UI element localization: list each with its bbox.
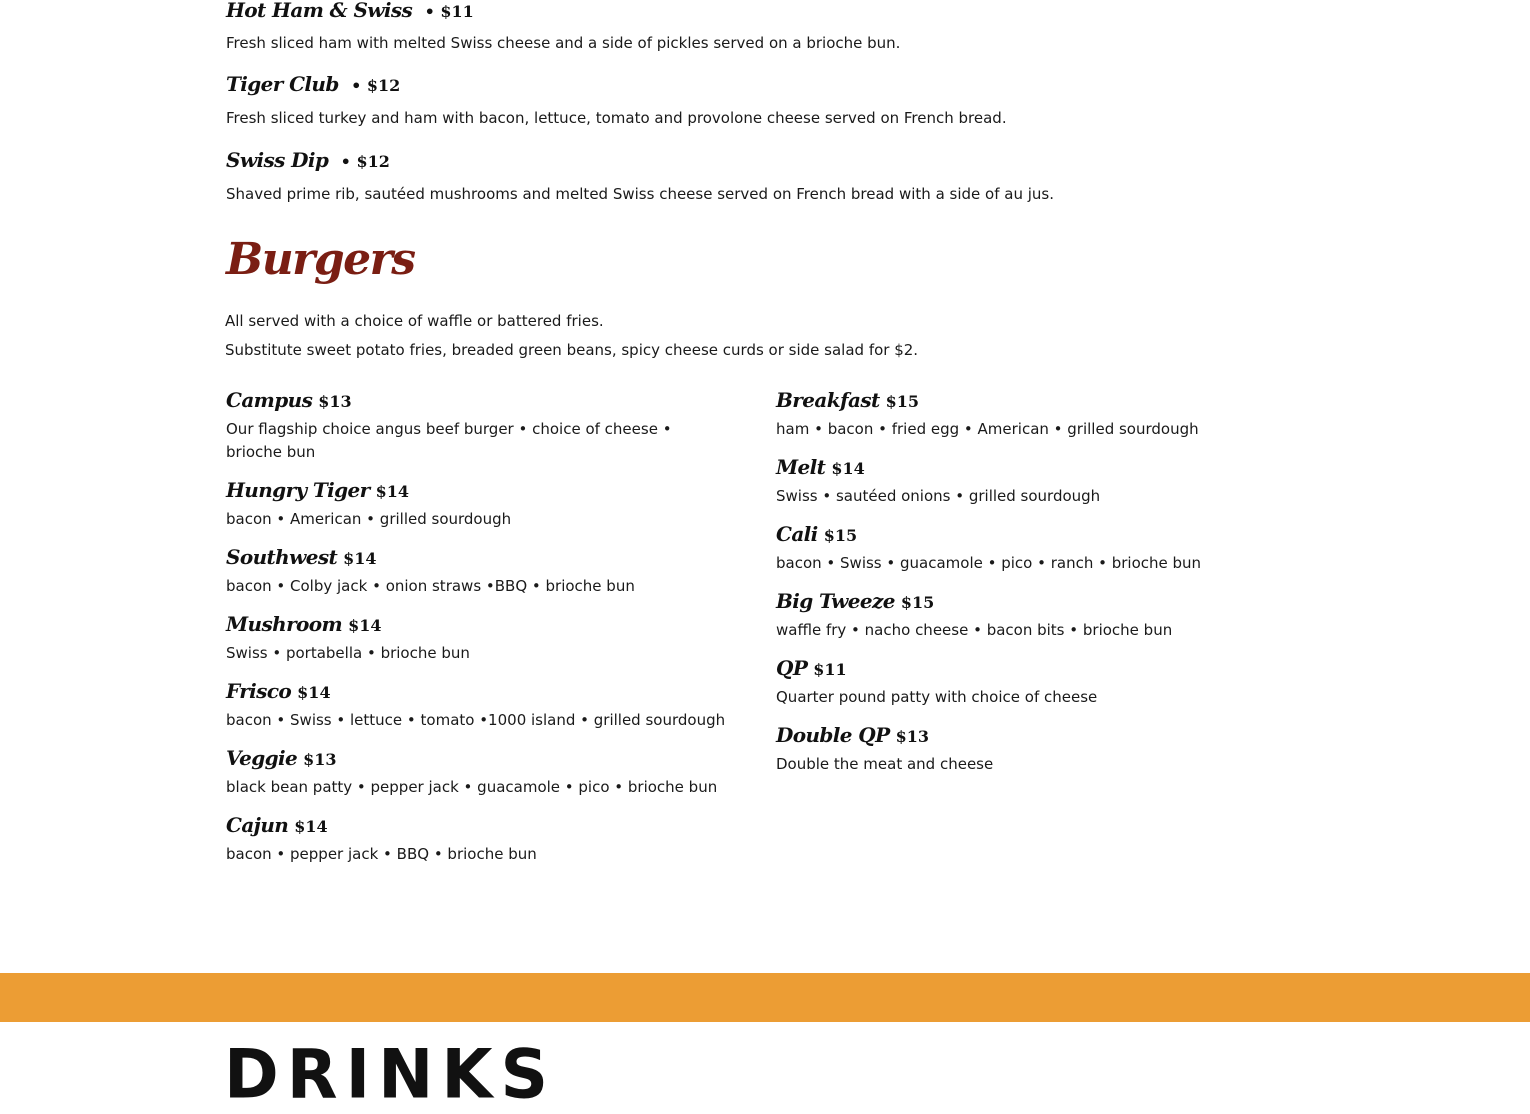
item-price: $14 <box>294 817 328 836</box>
item-price: $15 <box>900 593 935 612</box>
item-name: Cali <box>776 522 818 546</box>
burgers-note-substitute: Substitute sweet potato fries, breaded green beans, spicy cheese curds or side salad for $2. <box>225 341 919 359</box>
item-name: Southwest <box>226 545 338 569</box>
item-name: Swiss Dip <box>226 148 329 172</box>
menu-item-mushroom <box>226 612 726 665</box>
section-divider-band <box>0 973 1530 1022</box>
item-price: $14 <box>297 683 331 702</box>
burger-column-right <box>776 388 1296 790</box>
item-name: QP <box>776 656 808 680</box>
item-price: • $12 <box>351 76 401 95</box>
item-name: Hot Ham & Swiss <box>226 0 413 22</box>
item-description: bacon • pepper jack • BBQ • brioche bun <box>226 845 537 863</box>
item-price: $11 <box>813 660 847 679</box>
item-description: waffle fry • nacho cheese • bacon bits • brioche bun <box>776 621 1173 639</box>
item-name: Mushroom <box>226 612 343 636</box>
menu-item-tiger-club <box>226 72 400 96</box>
item-description: Swiss • portabella • brioche bun <box>226 644 470 662</box>
item-price: $14 <box>831 459 865 478</box>
menu-item-title <box>226 679 726 703</box>
item-description: black bean patty • pepper jack • guacamole • pico • brioche bun <box>226 778 718 796</box>
item-name: Frisco <box>226 679 292 703</box>
section-title-burgers: Burgers <box>226 234 415 285</box>
item-price: $14 <box>375 482 410 501</box>
item-description: Double the meat and cheese <box>776 755 994 773</box>
menu-item-title <box>226 612 726 636</box>
menu-item-title <box>776 455 1296 479</box>
item-description: Quarter pound patty with choice of cheese <box>776 688 1098 706</box>
item-description: ham • bacon • fried egg • American • grilled sourdough <box>776 420 1199 438</box>
menu-item-title <box>226 72 400 96</box>
menu-item-title <box>226 148 390 172</box>
section-title-drinks: DRINKS <box>224 1035 557 1114</box>
menu-item-title <box>226 545 726 569</box>
item-name: Big Tweeze <box>776 589 895 613</box>
item-description: bacon • Colby jack • onion straws •BBQ • brioche bun <box>226 577 635 595</box>
item-name: Breakfast <box>776 388 880 412</box>
menu-item-title <box>226 478 726 502</box>
item-description: bacon • Swiss • guacamole • pico • ranch • brioche bun <box>776 554 1202 572</box>
item-description: Fresh sliced ham with melted Swiss cheese and a side of pickles served on a brioche bun. <box>226 34 901 52</box>
item-price: $13 <box>895 727 929 746</box>
menu-item-cali <box>776 522 1296 575</box>
item-price: $14 <box>343 549 377 568</box>
item-price: • $11 <box>424 2 474 21</box>
menu-item-big-tweeze <box>776 589 1296 642</box>
item-description: bacon • Swiss • lettuce • tomato •1000 island • grilled sourdough <box>226 711 726 729</box>
menu-item-title <box>226 0 474 22</box>
menu-item-cajun <box>226 813 726 866</box>
menu-item-campus <box>226 388 726 464</box>
menu-item-title <box>226 746 726 770</box>
item-description: Shaved prime rib, sautéed mushrooms and melted Swiss cheese served on French bread with a side of au jus. <box>226 185 1054 203</box>
item-description: bacon • American • grilled sourdough <box>226 510 512 528</box>
menu-item-melt <box>776 455 1296 508</box>
menu-item-title <box>776 589 1296 613</box>
burger-column-left <box>226 388 726 880</box>
menu-item-title <box>776 388 1296 412</box>
item-price: $13 <box>318 392 352 411</box>
item-price: $15 <box>885 392 920 411</box>
item-price: $15 <box>823 526 858 545</box>
item-description: Swiss • sautéed onions • grilled sourdough <box>776 487 1101 505</box>
item-price: $14 <box>348 616 382 635</box>
item-name: Veggie <box>226 746 298 770</box>
menu-item-title <box>776 522 1296 546</box>
menu-item-qp <box>776 656 1296 709</box>
item-price: $13 <box>303 750 337 769</box>
item-description: Our flagship choice angus beef burger • choice of cheese • brioche bun <box>226 420 672 461</box>
menu-item-title <box>776 656 1296 680</box>
menu-item-title <box>226 388 726 412</box>
item-name: Melt <box>776 455 826 479</box>
menu-item-swiss-dip <box>226 148 390 172</box>
item-name: Double QP <box>776 723 890 747</box>
item-name: Campus <box>226 388 313 412</box>
item-description: Fresh sliced turkey and ham with bacon, lettuce, tomato and provolone cheese served on French bread. <box>226 109 1007 127</box>
item-price: • $12 <box>340 152 390 171</box>
menu-item-frisco <box>226 679 726 732</box>
menu-item-hungry-tiger <box>226 478 726 531</box>
burgers-note-fries: All served with a choice of waffle or battered fries. <box>225 312 604 330</box>
item-name: Tiger Club <box>226 72 339 96</box>
menu-item-title <box>226 813 726 837</box>
menu-item-double-qp <box>776 723 1296 776</box>
menu-item-veggie <box>226 746 726 799</box>
menu-item-southwest <box>226 545 726 598</box>
menu-item-title <box>776 723 1296 747</box>
menu-item-breakfast <box>776 388 1296 441</box>
menu-item-hot-ham-swiss <box>226 0 474 22</box>
item-name: Hungry Tiger <box>226 478 370 502</box>
item-name: Cajun <box>226 813 289 837</box>
